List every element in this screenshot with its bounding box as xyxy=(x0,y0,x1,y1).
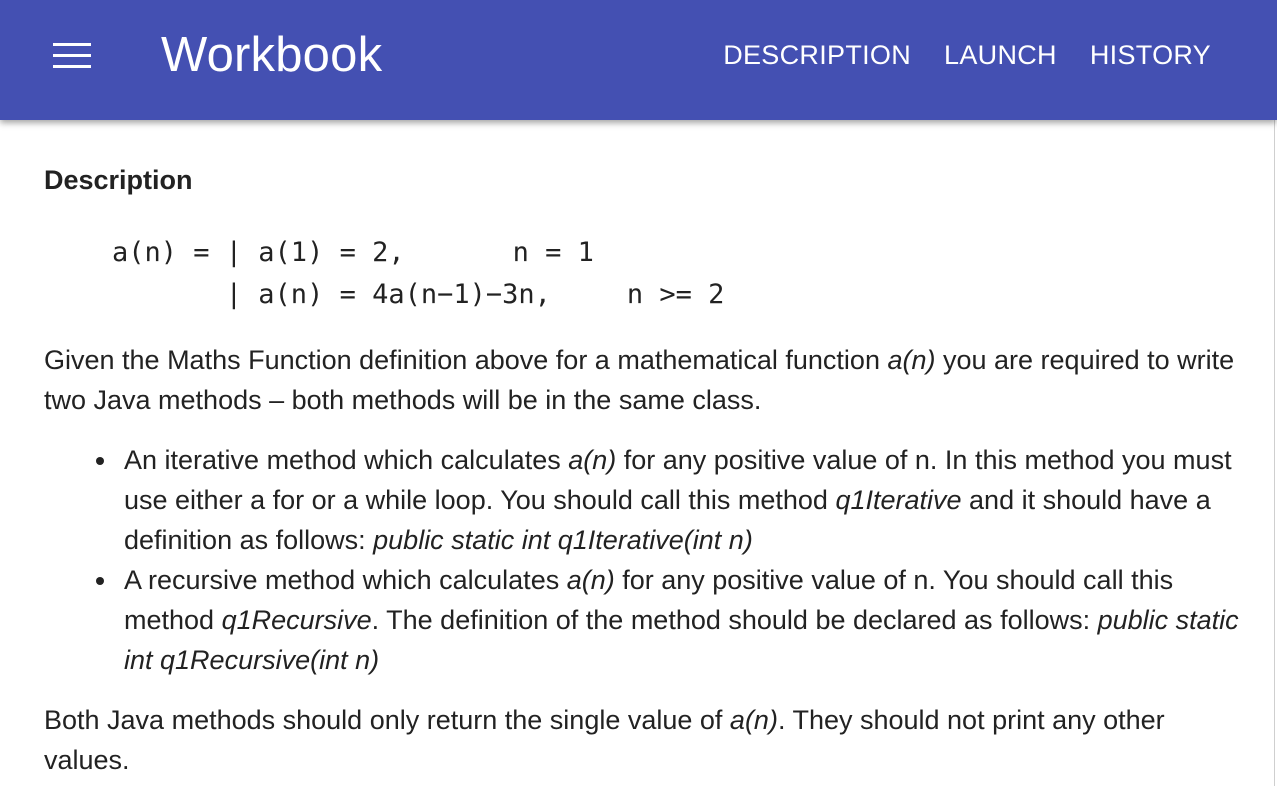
nav-launch-link[interactable]: LAUNCH xyxy=(944,40,1057,70)
intro-paragraph: Given the Maths Function definition above for a mathematical function a(n) you are required to write two Java methods – both methods will be in the same class. xyxy=(44,345,1235,415)
function-name: a(n) xyxy=(887,345,936,375)
menu-icon[interactable] xyxy=(53,41,91,71)
bullet-icon xyxy=(96,577,104,585)
function-definition xyxy=(112,232,724,316)
function-name: a(n) xyxy=(729,705,778,735)
app-title: Workbook xyxy=(161,28,383,82)
content-divider xyxy=(1274,120,1275,786)
formula-condition-2: n >= 2 xyxy=(626,279,725,310)
description-panel xyxy=(44,120,1244,786)
app-bar xyxy=(0,0,1277,120)
list-item: A recursive method which calculates a(n) for any positive value of n. You should call this method q1Recursive. The definition of the method should be declared as follows: public static int q1Recursive(int n) xyxy=(124,560,1244,680)
method-signature: public static int q1Recursive(int n) xyxy=(124,605,1239,675)
formula-condition-1: n = 1 xyxy=(512,237,594,268)
method-name: q1Iterative xyxy=(835,485,962,515)
formula-line-1: a(n) = | a(1) = 2, xyxy=(112,237,405,268)
nav-description-link[interactable]: DESCRIPTION xyxy=(723,40,912,70)
section-title: Description xyxy=(44,165,193,195)
method-signature: public static int q1Iterative(int n) xyxy=(373,525,753,555)
top-nav xyxy=(723,37,1211,73)
bullet-icon xyxy=(96,457,104,465)
closing-paragraph: Both Java methods should only return the single value of a(n). They should not print any other values. xyxy=(44,705,1165,775)
requirements-list xyxy=(124,440,1244,680)
nav-history-link[interactable]: HISTORY xyxy=(1089,40,1211,70)
method-name: q1Recursive xyxy=(221,605,372,635)
list-item: An iterative method which calculates a(n) for any positive value of n. In this method you must use either a for or a while loop. You should call this method q1Iterative and it should have a definition as follows: public static int q1Iterative(int n) xyxy=(124,440,1244,560)
formula-line-2: | a(n) = 4a(n−1)−3n, xyxy=(112,279,551,310)
